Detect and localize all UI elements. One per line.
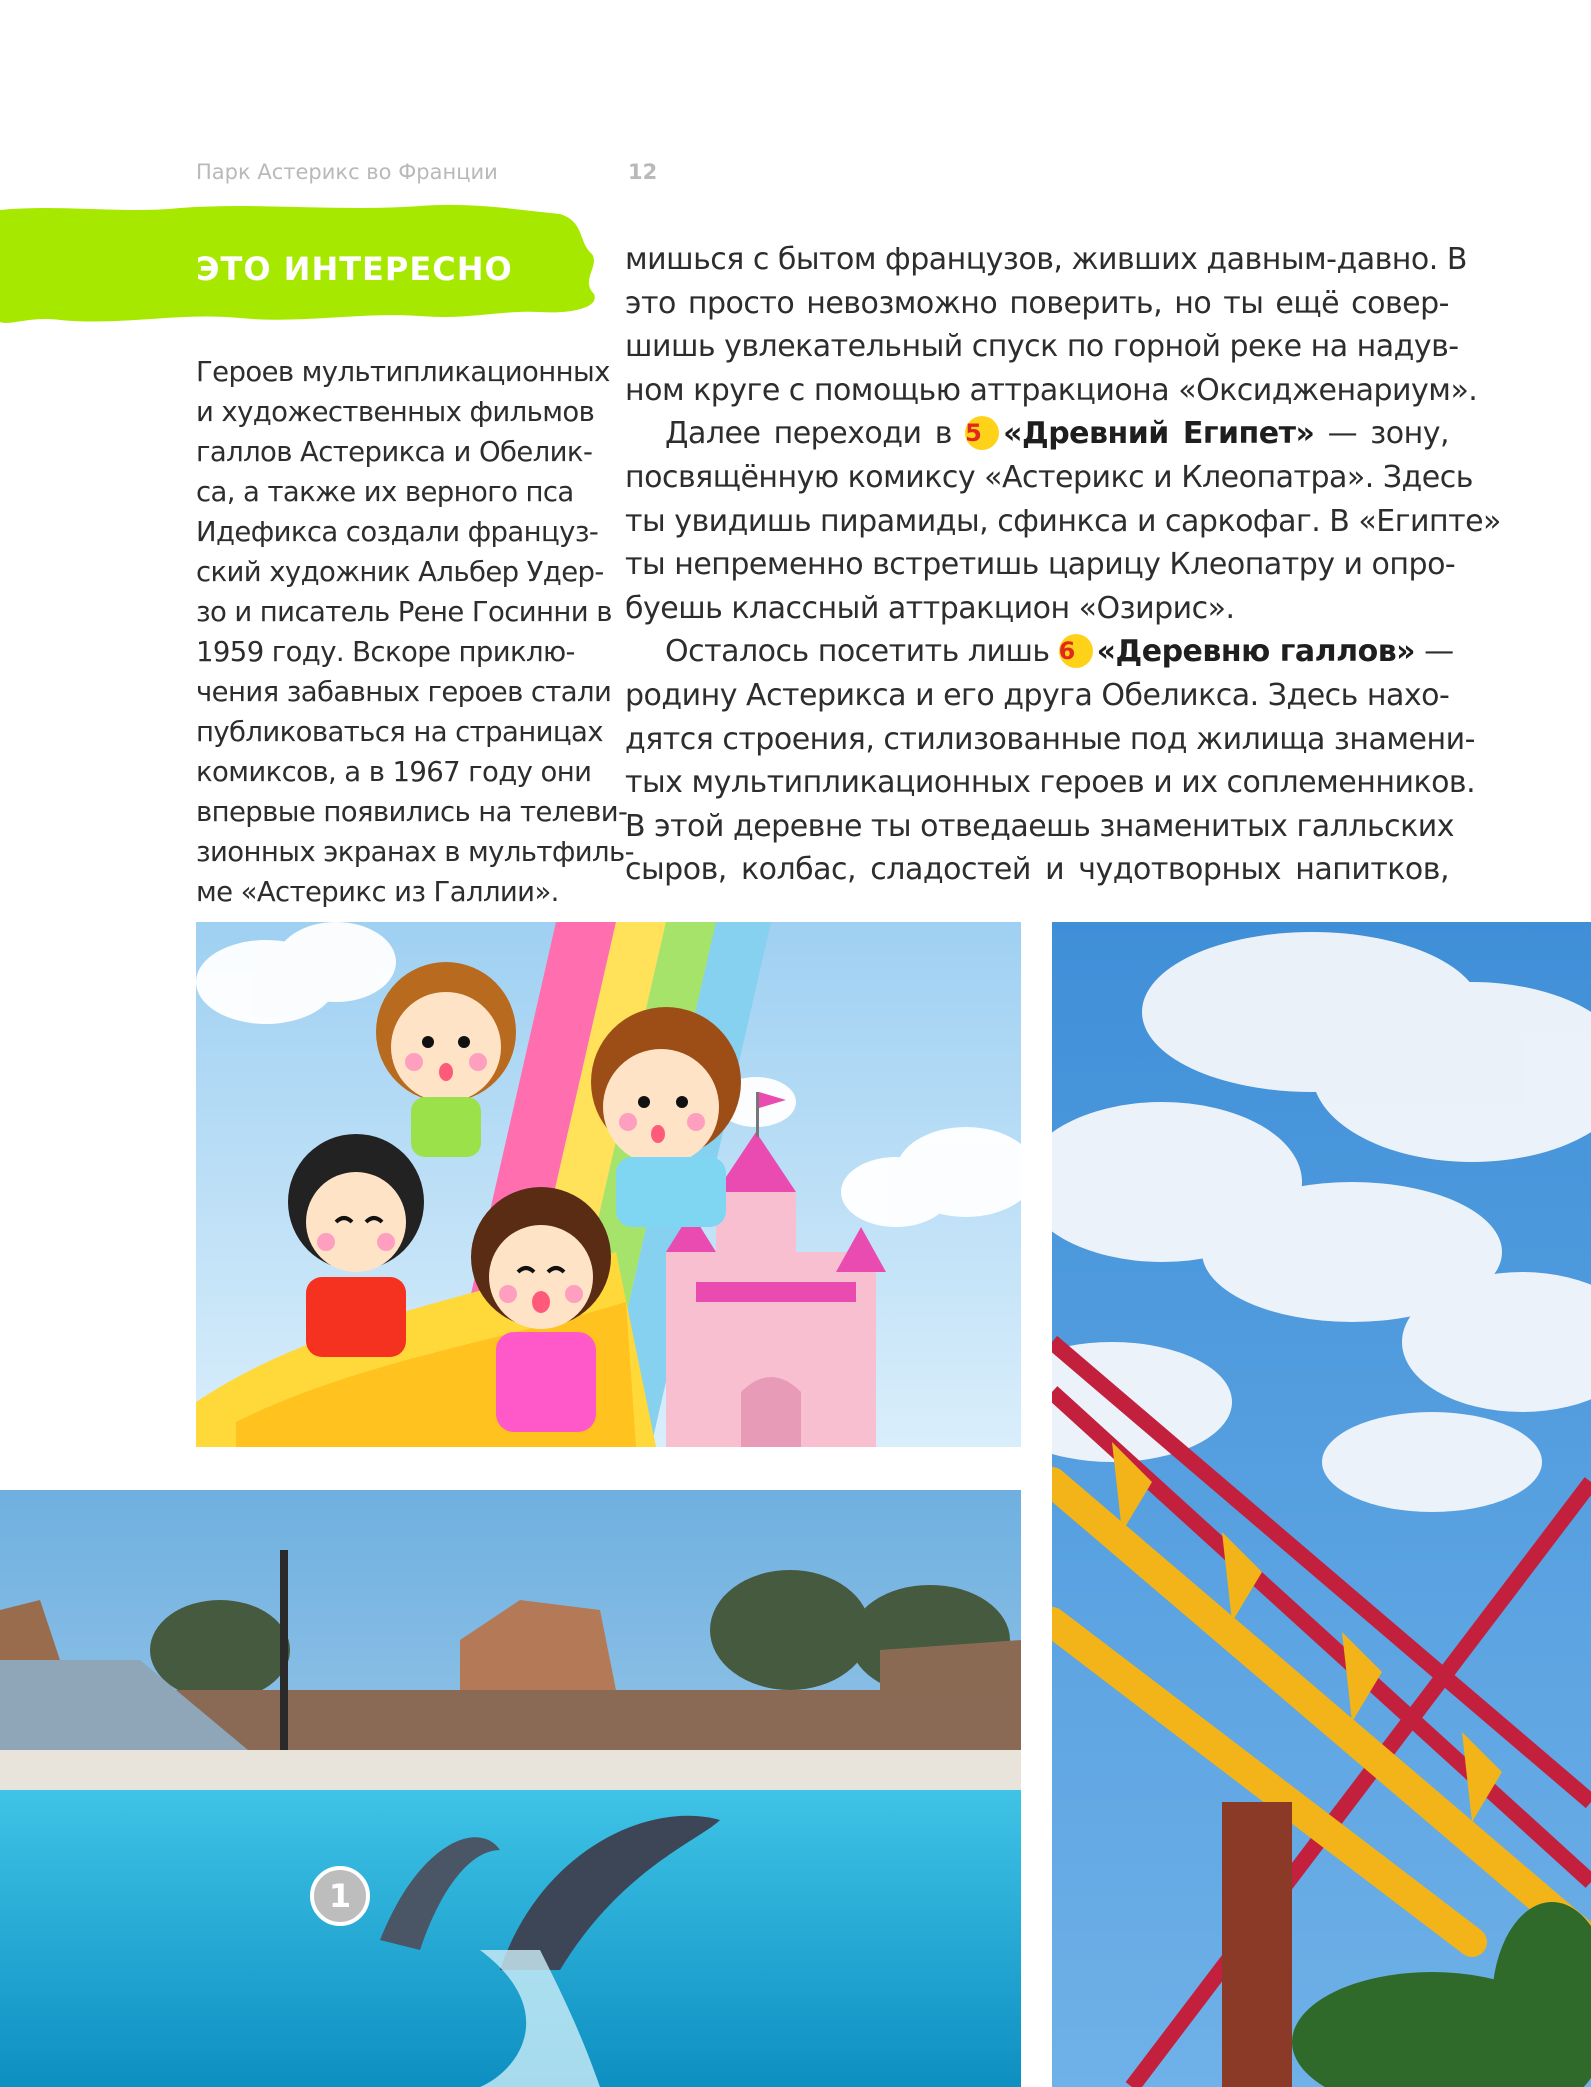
zone-5-badge: 5 [965,416,999,450]
zone-6-name: «Деревню галлов» [1096,634,1416,670]
text-line: ты непременно встретишь царицу Клеопатру и опро- [625,547,1456,583]
sidebar-line: публиковаться на страницах [196,716,603,748]
text-line [625,630,1454,674]
sidebar-title: ЭТО ИНТЕРЕСНО [196,250,513,288]
text-line: тых мультипликационных героев и их соплеменников. [625,765,1476,801]
running-header-title: Парк Астерикс во Франции [196,160,498,184]
text-line: сыров, колбас, сладостей и чудотворных напитков, [625,852,1449,888]
text-fragment: Далее переходи в [665,416,966,452]
sidebar-line: чения забавных героев стали [196,676,612,708]
sidebar-text [196,352,634,912]
sidebar-line: комиксов, а в 1967 году они [196,756,592,788]
sidebar-line: зо и писатель Рене Госинни в [196,596,612,628]
text-line: В этой деревне ты отведаешь знаменитых галльских [625,808,1454,844]
text-line: мишься с бытом французов, живших давным-давно. В [625,242,1467,277]
text-line: родину Астерикса и его друга Обеликса. Здесь нахо- [625,677,1450,713]
text-line: посвящённую комиксу «Астерикс и Клеопатра». Здесь [625,459,1473,495]
sidebar-line: 1959 году. Вскоре приклю- [196,636,575,668]
text-line: ном круге с помощью аттракциона «Оксидженариум». [625,372,1478,408]
page-number: 12 [628,160,658,184]
text-line [625,412,1449,456]
text-line: шишь увлекательный спуск по горной реке на надув- [625,329,1459,365]
sidebar-line: ский художник Альбер Удер- [196,556,604,588]
zone-5-name: «Древний Египет» [1003,416,1315,452]
sidebar-line: Идефикса создали француз- [196,516,599,548]
text-fragment: — зону, [1314,416,1449,452]
photo-number-marker: 1 [310,1866,370,1926]
sidebar-line: ме «Астерикс из Галлии». [196,876,559,908]
sidebar-line: са, а также их верного пса [196,476,574,508]
sidebar-line: Героев мультипликационных [196,356,610,388]
zone-6-badge: 6 [1059,634,1093,668]
text-fragment: Осталось посетить лишь [665,634,1059,670]
sidebar-line: и художественных фильмов [196,396,595,428]
sidebar-line: впервые появились на телеви- [196,796,628,828]
text-line: буешь классный аттракцион «Озирис». [625,590,1235,626]
sidebar-line: галлов Астерикса и Обелик- [196,436,593,468]
kids-slide-illustration [196,922,1021,1447]
roller-coaster-photo [1052,922,1591,2087]
dolphin-show-photo [0,1490,1021,2087]
main-text [625,238,1501,892]
text-line: ты увидишь пирамиды, сфинкса и саркофаг. В «Египте» [625,503,1501,539]
sidebar-line: зионных экранах в мультфиль- [196,836,634,868]
text-line: дятся строения, стилизованные под жилища знамени- [625,721,1475,757]
text-line: это просто невозможно поверить, но ты ещё совер- [625,285,1449,321]
text-fragment: — [1415,634,1454,670]
